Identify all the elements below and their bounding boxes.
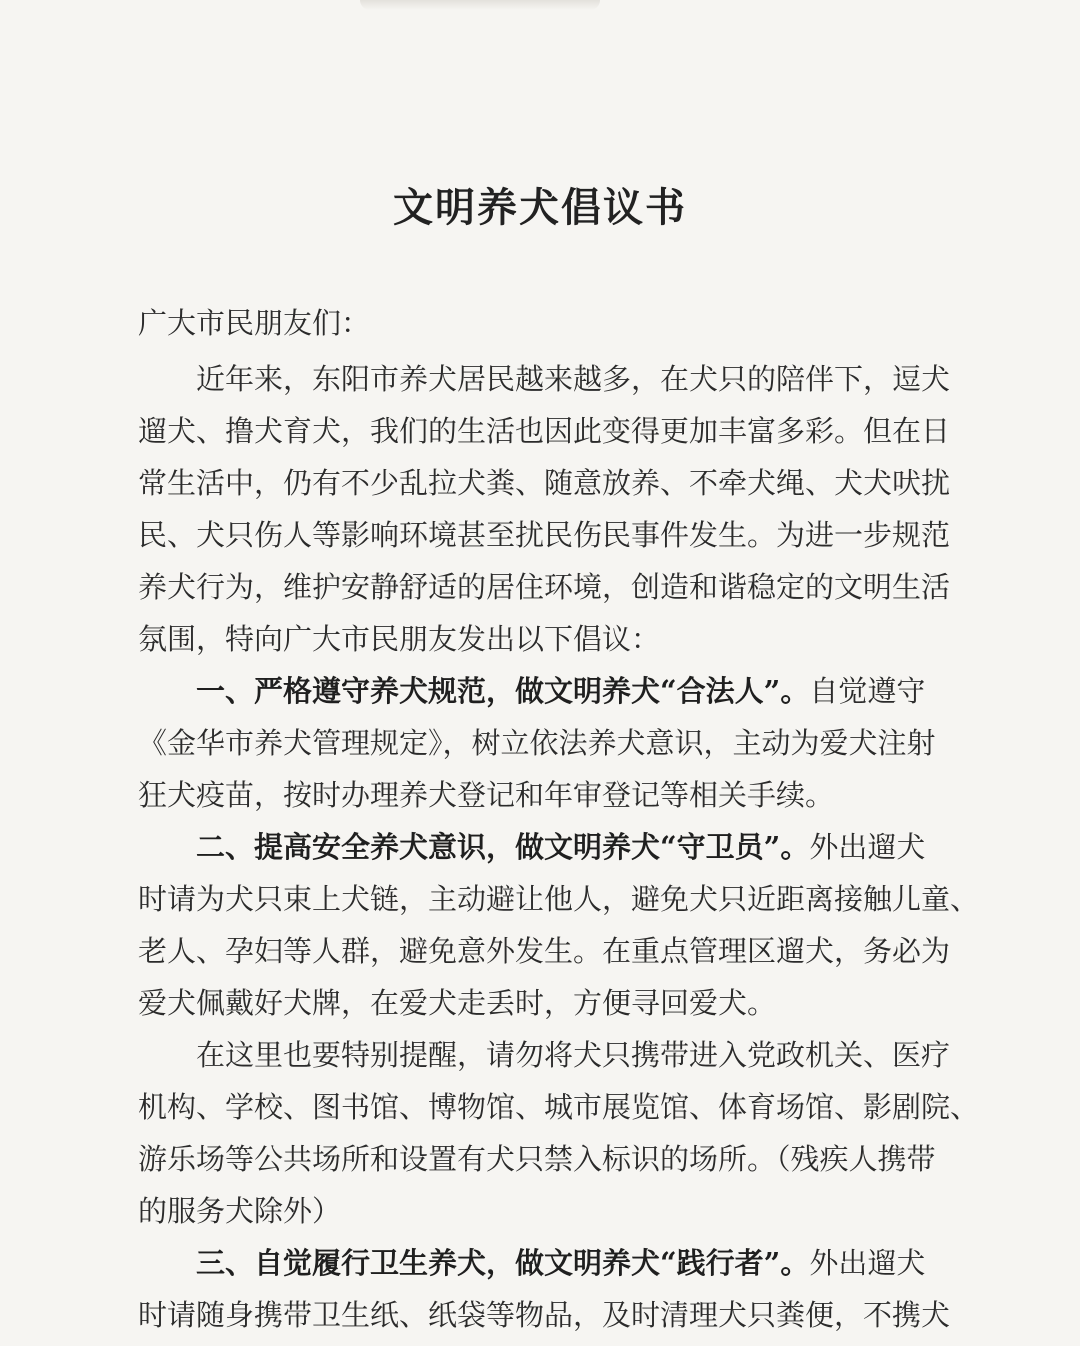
line-text: 近年来，东阳市养犬居民越来越多，在犬只的陪伴下，逗犬 — [196, 362, 951, 396]
section-heading-line — [196, 826, 925, 868]
section-heading-2: 二、提高安全养犬意识，做文明养犬“守卫员”。 — [196, 830, 810, 864]
line-text: 《金华市养犬管理规定》，树立依法养犬意识，主动为爱犬注射 — [138, 726, 936, 760]
line-text: 机构、学校、图书馆、博物馆、城市展览馆、体育场馆、影剧院、 — [138, 1090, 980, 1124]
document-title: 文明养犬倡议书 — [393, 184, 687, 231]
line-text: 在这里也要特别提醒，请勿将犬只携带进入党政机关、医疗 — [196, 1038, 951, 1072]
paragraph-line — [138, 878, 979, 920]
page-fold-shadow — [360, 0, 600, 10]
paragraph-line — [138, 618, 660, 660]
line-text: 时请为犬只束上犬链，主动避让他人，避免犬只近距离接触儿童、 — [138, 882, 980, 916]
paragraph-line — [196, 1034, 950, 1076]
paragraph-line — [138, 930, 950, 972]
line-text: 时请随身携带卫生纸、纸袋等物品，及时清理犬只粪便，不携犬 — [138, 1298, 951, 1332]
line-text: 游乐场等公共场所和设置有犬只禁入标识的场所。（残疾人携带 — [138, 1142, 936, 1176]
line-text: 养犬行为，维护安静舒适的居住环境，创造和谐稳定的文明生活 — [138, 570, 951, 604]
salutation: 广大市民朋友们： — [138, 306, 371, 340]
paragraph-line — [138, 1138, 936, 1180]
section-heading-line — [196, 1242, 925, 1284]
line-text: 常生活中，仍有不少乱拉犬粪、随意放养、不牵犬绳、犬犬吠扰 — [138, 466, 951, 500]
section-heading-3: 三、自觉履行卫生养犬，做文明养犬“践行者”。 — [196, 1246, 810, 1280]
paragraph-line — [138, 462, 950, 504]
line-text: 遛犬、撸犬育犬，我们的生活也因此变得更加丰富多彩。但在日 — [138, 414, 951, 448]
paragraph-line — [138, 566, 950, 608]
paragraph-line — [138, 774, 834, 816]
paragraph-line — [196, 358, 950, 400]
paragraph-line — [138, 1086, 979, 1128]
paragraph-line — [138, 410, 950, 452]
paragraph-line — [138, 514, 950, 556]
paragraph-line — [138, 722, 936, 764]
paragraph-line — [138, 1190, 341, 1232]
line-text: 外出遛犬 — [809, 830, 926, 864]
line-text: 氛围，特向广大市民朋友发出以下倡议： — [138, 622, 661, 656]
paragraph-line — [138, 1294, 950, 1336]
line-text: 老人、孕妇等人群，避免意外发生。在重点管理区遛犬，务必为 — [138, 934, 951, 968]
paragraph-line — [138, 982, 776, 1024]
section-heading-line — [196, 670, 925, 712]
section-heading-1: 一、严格遵守养犬规范，做文明养犬“合法人”。 — [196, 674, 810, 708]
line-text: 的服务犬除外） — [138, 1194, 342, 1228]
line-text: 外出遛犬 — [809, 1246, 926, 1280]
line-text: 自觉遵守 — [809, 674, 926, 708]
line-text: 民、犬只伤人等影响环境甚至扰民伤民事件发生。为进一步规范 — [138, 518, 951, 552]
line-text: 爱犬佩戴好犬牌，在爱犬走丢时，方便寻回爱犬。 — [138, 986, 777, 1020]
line-text: 狂犬疫苗，按时办理养犬登记和年审登记等相关手续。 — [138, 778, 835, 812]
